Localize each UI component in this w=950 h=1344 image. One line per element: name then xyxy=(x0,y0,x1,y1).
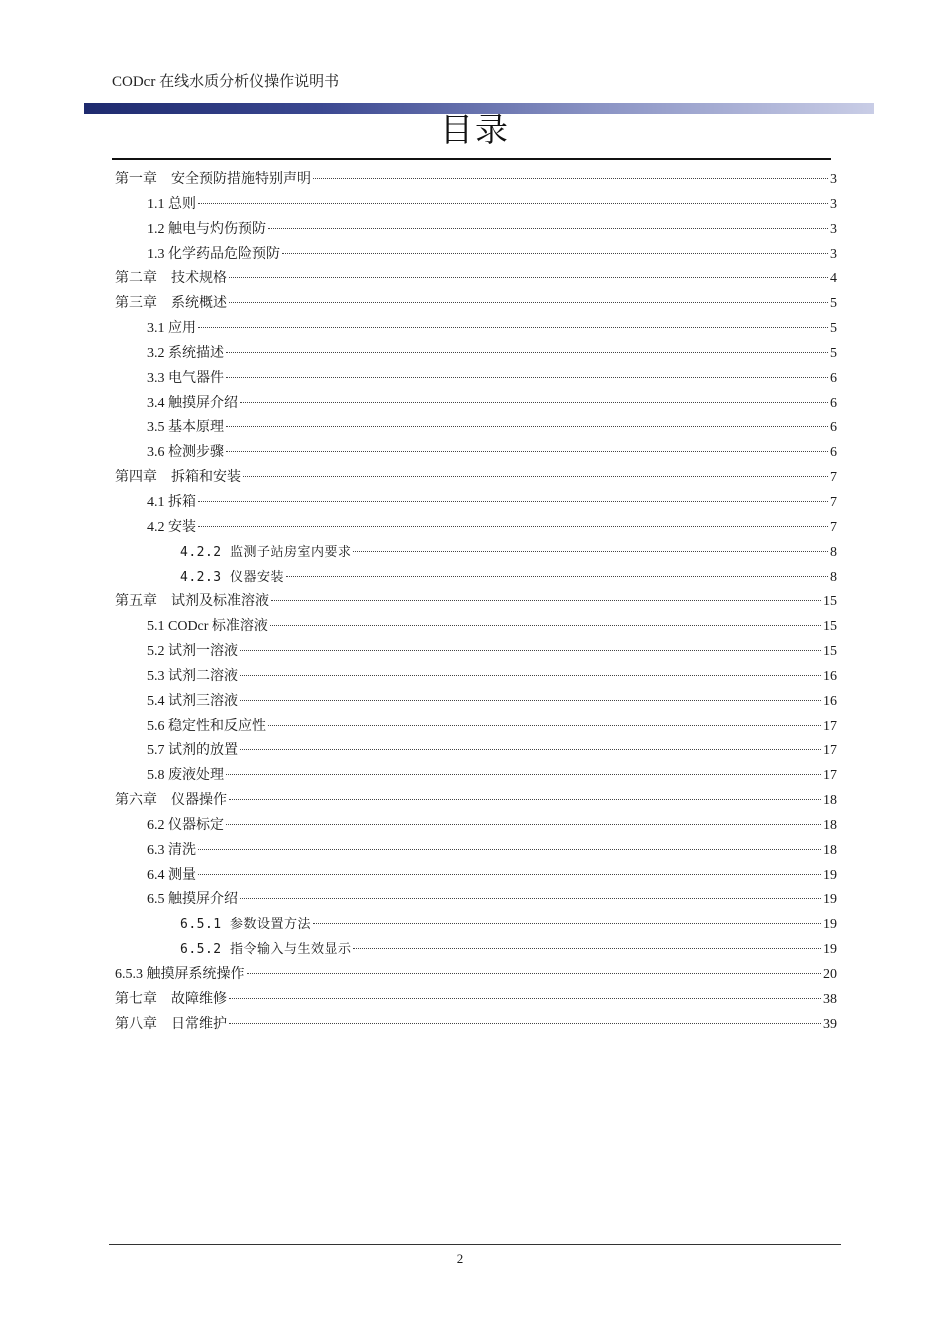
toc-entry-page: 38 xyxy=(823,991,837,1007)
toc-dot-leader xyxy=(226,352,828,353)
toc-entry-page: 5 xyxy=(830,321,837,337)
toc-entry-page: 17 xyxy=(823,743,837,759)
toc-entry[interactable] xyxy=(112,615,837,640)
toc-entry[interactable] xyxy=(112,292,837,317)
toc-entry-page: 19 xyxy=(823,917,837,933)
toc-entry[interactable] xyxy=(112,789,837,814)
toc-entry[interactable] xyxy=(112,416,837,441)
toc-entry-label: 第七章 故障维修 xyxy=(115,991,227,1007)
toc-entry-page: 19 xyxy=(823,942,837,958)
toc-entry[interactable] xyxy=(112,690,837,715)
toc-dot-leader xyxy=(240,700,821,701)
toc-entry-label: 1.2 触电与灼伤预防 xyxy=(147,221,266,237)
toc-entry[interactable] xyxy=(112,516,837,541)
toc-entry-page: 6 xyxy=(830,395,837,411)
toc-entry-label: 6.5 触摸屏介绍 xyxy=(147,892,238,908)
toc-entry-page: 3 xyxy=(830,172,837,187)
toc-dot-leader xyxy=(240,675,821,676)
toc-entry-page: 8 xyxy=(830,544,837,560)
toc-entry[interactable] xyxy=(112,267,837,292)
toc-entry-page: 3 xyxy=(830,221,837,237)
toc-dot-leader xyxy=(229,998,821,999)
toc-dot-leader xyxy=(313,178,828,179)
toc-dot-leader xyxy=(313,923,821,924)
toc-entry-label: 6.2 仪器标定 xyxy=(147,817,224,833)
toc-entry-label: 4.1 拆箱 xyxy=(147,494,196,510)
toc-entry-label: 1.3 化学药品危险预防 xyxy=(147,246,280,262)
toc-entry[interactable] xyxy=(112,566,837,591)
toc-entry-label: 5.4 试剂三溶液 xyxy=(147,693,238,709)
toc-entry-page: 3 xyxy=(830,196,837,212)
toc-dot-leader xyxy=(198,327,828,328)
toc-entry-page: 16 xyxy=(823,693,837,709)
toc-dot-leader xyxy=(282,253,828,254)
toc-entry-page: 16 xyxy=(823,668,837,684)
toc-entry-label: 3.1 应用 xyxy=(147,321,196,337)
toc-entry[interactable] xyxy=(112,739,837,764)
toc-entry[interactable] xyxy=(112,640,837,665)
toc-entry[interactable] xyxy=(112,541,837,566)
toc-entry-label: 5.1 CODcr 标准溶液 xyxy=(147,619,268,635)
toc-entry-page: 6 xyxy=(830,445,837,461)
toc-entry-label: 6.5.2 指令输入与生效显示 xyxy=(180,942,352,958)
toc-entry-label: 5.2 试剂一溶液 xyxy=(147,644,238,660)
toc-entry-label: 第三章 系统概述 xyxy=(115,296,227,312)
toc-entry-label: 5.8 废液处理 xyxy=(147,768,224,784)
footer-divider xyxy=(109,1244,841,1245)
toc-dot-leader xyxy=(268,228,828,229)
toc-entry-page: 15 xyxy=(823,644,837,660)
toc-entry-label: 4.2 安装 xyxy=(147,519,196,535)
toc-entry-label: 第四章 拆箱和安装 xyxy=(115,470,241,486)
toc-entry[interactable] xyxy=(112,466,837,491)
toc-entry-page: 18 xyxy=(823,817,837,833)
toc-dot-leader xyxy=(226,451,828,452)
toc-entry-label: 6.4 测量 xyxy=(147,867,196,883)
toc-entry-page: 18 xyxy=(823,842,837,858)
toc-dot-leader xyxy=(243,476,828,477)
toc-entry[interactable] xyxy=(112,491,837,516)
toc-entry[interactable] xyxy=(112,665,837,690)
toc-entry[interactable] xyxy=(112,168,837,193)
toc-entry-label: 第五章 试剂及标准溶液 xyxy=(115,594,269,610)
toc-dot-leader xyxy=(226,377,828,378)
toc-entry-label: 3.2 系统描述 xyxy=(147,345,224,361)
toc-dot-leader xyxy=(198,203,828,204)
toc-entry-label: 3.5 基本原理 xyxy=(147,420,224,436)
toc-entry[interactable] xyxy=(112,963,837,988)
toc-entry-page: 17 xyxy=(823,768,837,784)
toc-entry-page: 19 xyxy=(823,867,837,883)
toc-dot-leader xyxy=(229,277,828,278)
toc-dot-leader xyxy=(229,302,828,303)
toc-entry[interactable] xyxy=(112,342,837,367)
toc-entry[interactable] xyxy=(112,1013,837,1038)
toc-dot-leader xyxy=(198,874,821,875)
toc-entry-page: 15 xyxy=(823,619,837,635)
toc-entry-page: 5 xyxy=(830,345,837,361)
toc-entry[interactable] xyxy=(112,317,837,342)
toc-entry-page: 6 xyxy=(830,370,837,386)
page-title: 目录 xyxy=(440,110,510,149)
toc-entry-page: 15 xyxy=(823,594,837,610)
toc-entry[interactable] xyxy=(112,938,837,963)
toc-dot-leader xyxy=(353,948,821,949)
toc-entry[interactable] xyxy=(112,218,837,243)
toc-dot-leader xyxy=(353,551,828,552)
toc-entry-label: 6.3 清洗 xyxy=(147,842,196,858)
table-of-contents xyxy=(112,168,837,1038)
toc-dot-leader xyxy=(226,774,821,775)
toc-entry-page: 5 xyxy=(830,296,837,312)
toc-dot-leader xyxy=(247,973,822,974)
toc-dot-leader xyxy=(198,849,821,850)
toc-dot-leader xyxy=(240,898,821,899)
title-divider xyxy=(112,158,831,160)
toc-entry[interactable] xyxy=(112,243,837,268)
toc-entry-label: 6.5.1 参数设置方法 xyxy=(180,917,311,933)
toc-entry[interactable] xyxy=(112,590,837,615)
toc-dot-leader xyxy=(268,725,821,726)
toc-entry-label: 第一章 安全预防措施特别声明 xyxy=(115,172,311,187)
toc-entry[interactable] xyxy=(112,715,837,740)
toc-entry-label: 3.4 触摸屏介绍 xyxy=(147,395,238,411)
toc-entry[interactable] xyxy=(112,764,837,789)
toc-dot-leader xyxy=(271,600,821,601)
toc-entry-page: 7 xyxy=(830,519,837,535)
toc-entry[interactable] xyxy=(112,814,837,839)
toc-entry[interactable] xyxy=(112,367,837,392)
toc-entry-page: 20 xyxy=(823,967,837,982)
toc-entry[interactable] xyxy=(112,913,837,938)
document-header-title: CODcr 在线水质分析仪操作说明书 xyxy=(112,74,340,90)
toc-dot-leader xyxy=(240,749,821,750)
toc-entry-label: 第八章 日常维护 xyxy=(115,1016,227,1032)
toc-entry[interactable] xyxy=(112,864,837,889)
toc-entry-label: 6.5.3 触摸屏系统操作 xyxy=(115,967,245,982)
toc-entry-label: 5.7 试剂的放置 xyxy=(147,743,238,759)
toc-entry-label: 第六章 仪器操作 xyxy=(115,793,227,809)
toc-entry-page: 7 xyxy=(830,470,837,486)
toc-entry-page: 6 xyxy=(830,420,837,436)
toc-entry[interactable] xyxy=(112,839,837,864)
toc-dot-leader xyxy=(198,526,828,527)
toc-entry-page: 19 xyxy=(823,892,837,908)
toc-dot-leader xyxy=(240,650,821,651)
toc-dot-leader xyxy=(240,402,828,403)
toc-entry-page: 8 xyxy=(830,569,837,585)
toc-entry[interactable] xyxy=(112,193,837,218)
toc-entry-label: 3.3 电气器件 xyxy=(147,370,224,386)
toc-entry-page: 17 xyxy=(823,718,837,734)
page-number: 2 xyxy=(456,1251,464,1266)
toc-entry-page: 4 xyxy=(830,271,837,287)
toc-entry-label: 4.2.3 仪器安装 xyxy=(180,569,284,585)
toc-entry[interactable] xyxy=(112,392,837,417)
toc-entry-page: 7 xyxy=(830,494,837,510)
toc-entry-page: 18 xyxy=(823,793,837,809)
toc-entry-page: 3 xyxy=(830,246,837,262)
toc-dot-leader xyxy=(229,1023,821,1024)
toc-entry[interactable] xyxy=(112,441,837,466)
toc-entry-label: 1.1 总则 xyxy=(147,196,196,212)
toc-entry-page: 39 xyxy=(823,1016,837,1032)
toc-dot-leader xyxy=(286,576,828,577)
toc-dot-leader xyxy=(198,501,828,502)
toc-entry-label: 4.2.2 监测子站房室内要求 xyxy=(180,544,352,560)
toc-entry[interactable] xyxy=(112,888,837,913)
toc-entry-label: 5.3 试剂二溶液 xyxy=(147,668,238,684)
toc-entry-label: 3.6 检测步骤 xyxy=(147,445,224,461)
toc-entry[interactable] xyxy=(112,988,837,1013)
toc-entry-label: 第二章 技术规格 xyxy=(115,271,227,287)
toc-entry-label: 5.6 稳定性和反应性 xyxy=(147,718,266,734)
toc-dot-leader xyxy=(226,426,828,427)
toc-dot-leader xyxy=(226,824,821,825)
toc-dot-leader xyxy=(270,625,821,626)
toc-dot-leader xyxy=(229,799,821,800)
